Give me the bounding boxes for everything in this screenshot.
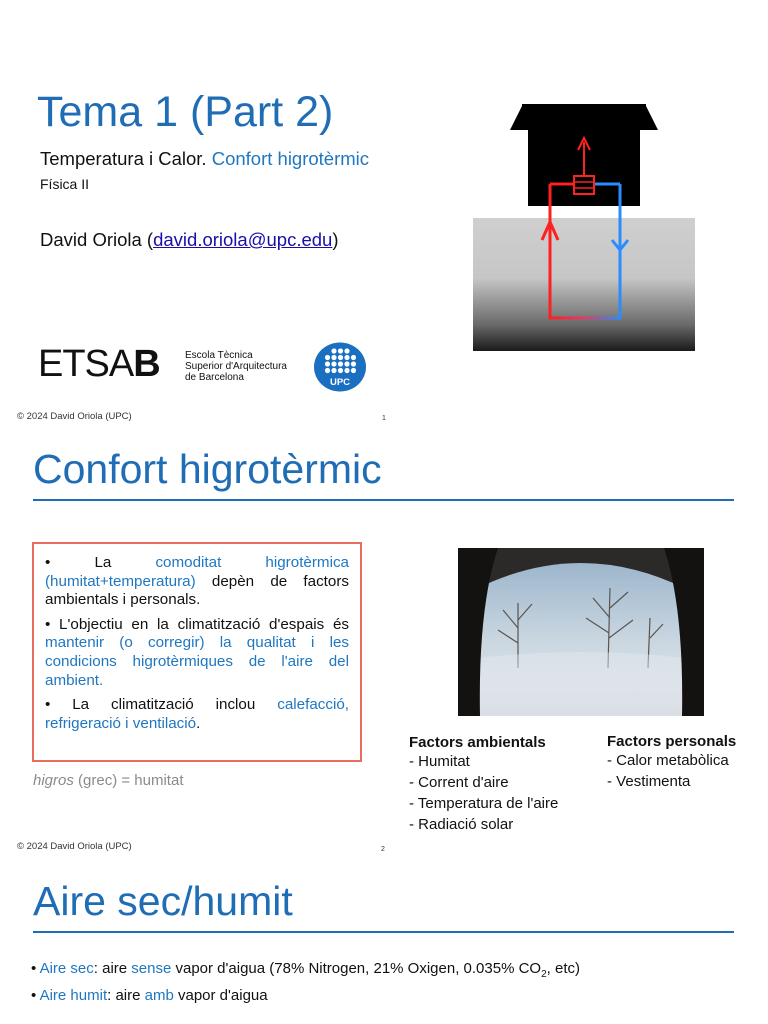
bullet-3: • La climatització inclou calefacció, refrigeració i ventilació.	[45, 696, 349, 732]
subtitle-accent: Confort higrotèrmic	[211, 148, 370, 169]
slide2-page-number: 2	[381, 846, 385, 853]
slide2-copyright: © 2024 David Oriola (UPC)	[17, 841, 132, 852]
course-name: Física II	[40, 176, 90, 192]
pers-factors-list	[607, 750, 736, 792]
higros-note: higros (grec) = humitat	[33, 772, 184, 789]
author-line	[40, 229, 339, 251]
bullet-aire-humit: • Aire humit: aire amb vapor d'aigua	[31, 987, 268, 1004]
bullet-1: • La comoditat higrotèrmica (humitat+temperatura) depèn de factors ambientals i personals.	[45, 554, 349, 609]
etsab-logo: ETSAB	[38, 343, 160, 385]
slide2-title: Confort higrotèrmic	[33, 446, 382, 492]
subtitle-plain: Temperatura i Calor.	[40, 148, 207, 169]
svg-text:UPC: UPC	[329, 377, 351, 388]
slide1-title: Tema 1 (Part 2)	[37, 88, 334, 136]
slide2-text-box	[32, 542, 362, 762]
env-factors-list	[409, 751, 558, 835]
slide3-title-rule	[33, 931, 734, 933]
slide1-subtitle	[40, 148, 369, 170]
heat-exchanger-icon	[574, 176, 594, 194]
slide1-copyright: © 2024 David Oriola (UPC)	[17, 411, 132, 422]
environmental-factors	[409, 734, 558, 835]
slide2-title-rule	[33, 499, 734, 501]
author-name: David Oriola (	[40, 229, 154, 250]
ground	[473, 218, 695, 351]
list-item: - Temperatura de l'aire	[409, 793, 558, 814]
pers-factors-heading: Factors personals	[607, 733, 737, 750]
bullet-2: • L'objectiu en la climatització d'espais és mantenir (o corregir) la qualitat i les condicions higrotèrmiques de l'aire del ambient.	[45, 615, 349, 689]
list-item: - Radiació solar	[409, 814, 558, 835]
fogged-window-photo	[458, 548, 704, 716]
upc-logo	[313, 342, 367, 392]
house-heating-illustration	[472, 100, 696, 352]
list-item: - Humitat	[409, 751, 558, 772]
env-factors-heading: Factors ambientals	[409, 734, 546, 751]
slide3-bullets	[31, 958, 580, 1006]
list-item: - Calor metabòlica	[607, 750, 736, 771]
slide3-title: Aire sec/humit	[33, 878, 293, 924]
list-item: - Vestimenta	[607, 771, 736, 792]
personal-factors	[607, 733, 736, 792]
author-email-link[interactable]: david.oriola@upc.edu	[153, 229, 333, 250]
slide1-page-number: 1	[382, 415, 386, 422]
etsab-description: Escola Tècnica Superior d'Arquitectura de Barcelona	[185, 350, 287, 383]
bullet-aire-sec: • Aire sec: aire sense vapor d'aigua (78% Nitrogen, 21% Oxigen, 0.035% $CO_2$, etc)	[31, 960, 580, 980]
author-close: )	[332, 229, 339, 250]
list-item: - Corrent d'aire	[409, 772, 558, 793]
